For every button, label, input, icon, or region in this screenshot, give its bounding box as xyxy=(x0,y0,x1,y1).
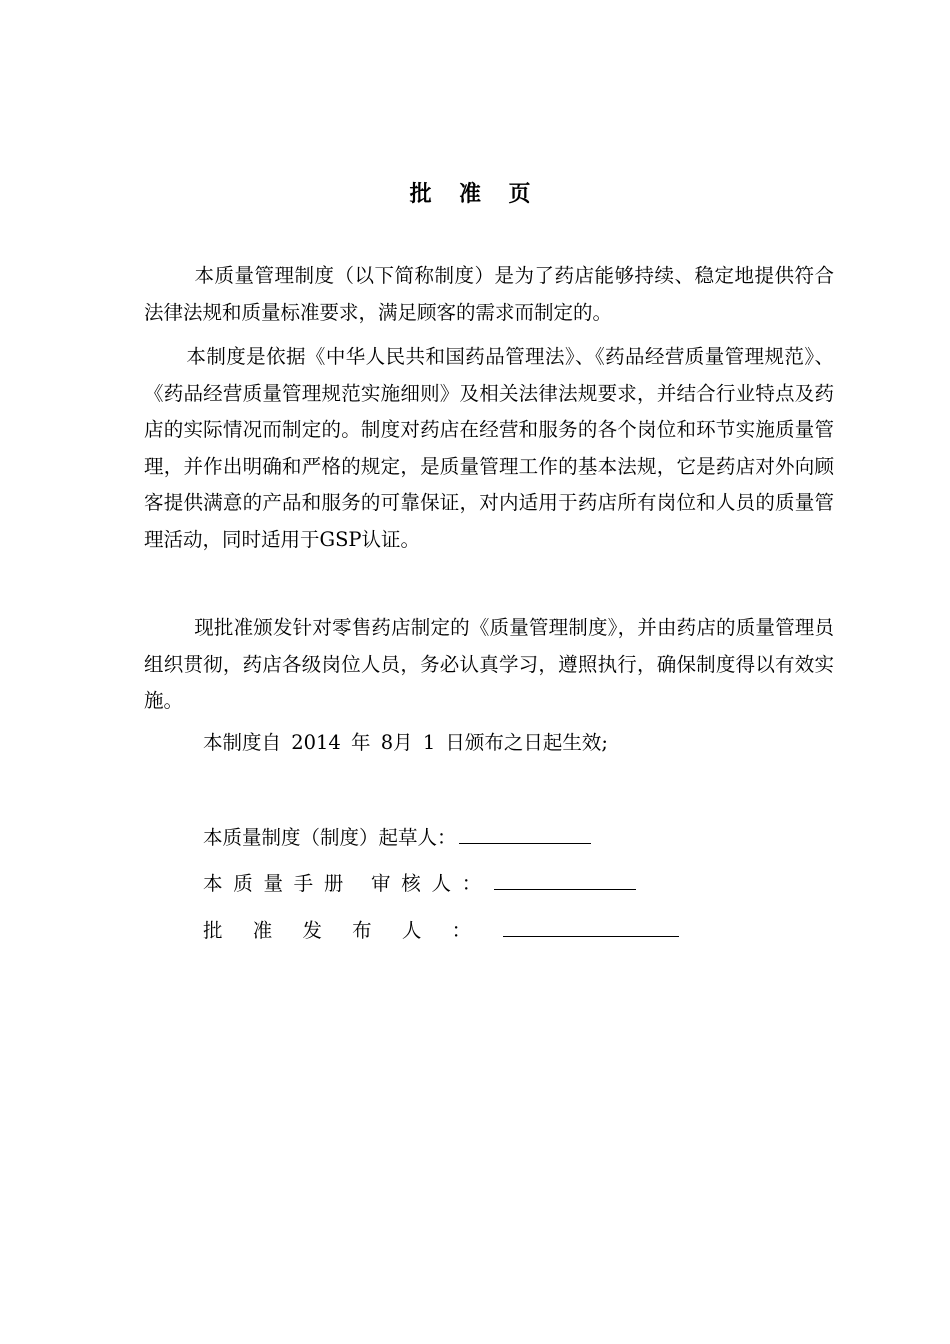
signature-line xyxy=(494,867,636,890)
paragraph-approval xyxy=(144,610,834,720)
signature-drafter xyxy=(203,821,591,853)
signature-line xyxy=(503,914,679,937)
signature-line xyxy=(459,821,591,844)
paragraph-text: 本质量管理制度（以下简称制度）是为了药店能够持续、稳定地提供符合法律法规和质量标准要求，满足顾客的需求而制定的。 xyxy=(144,264,834,324)
signature-reviewer xyxy=(203,867,636,899)
paragraph-basis xyxy=(144,339,834,558)
paragraph-purpose xyxy=(144,258,834,331)
paragraph-text: 本制度是依据《中华人民共和国药品管理法》、《药品经营质量管理规范》、《药品经营质量管理规范实施细则》及相关法律法规要求，并结合行业特点及药店的实际情况而制定的。制度对药店在经营和服务的各个岗位和环节实施质量管理，并作出明确和严格的规定，是质量管理工作的基本法规，它是药店对外向顾客提供满意的产品和服务的可靠保证，对内适用于药店所有岗位和人员的质量管理活动，同时适用于GSP认证。 xyxy=(144,345,834,551)
paragraph-text: 现批准颁发针对零售药店制定的《质量管理制度》，并由药店的质量管理员组织贯彻，药店各级岗位人员，务必认真学习，遵照执行，确保制度得以有效实施。 xyxy=(144,616,834,712)
page-title: 批 准 页 xyxy=(409,182,541,207)
effective-date: 本制度自 2014 年 8月 1 日颁布之日起生效; xyxy=(203,731,609,754)
signature-approver xyxy=(203,914,679,946)
signature-label: 批准发布人： xyxy=(203,919,502,942)
signature-label: 本质量手册 审核人： xyxy=(203,872,492,895)
signature-label: 本质量制度（制度）起草人： xyxy=(203,826,457,849)
